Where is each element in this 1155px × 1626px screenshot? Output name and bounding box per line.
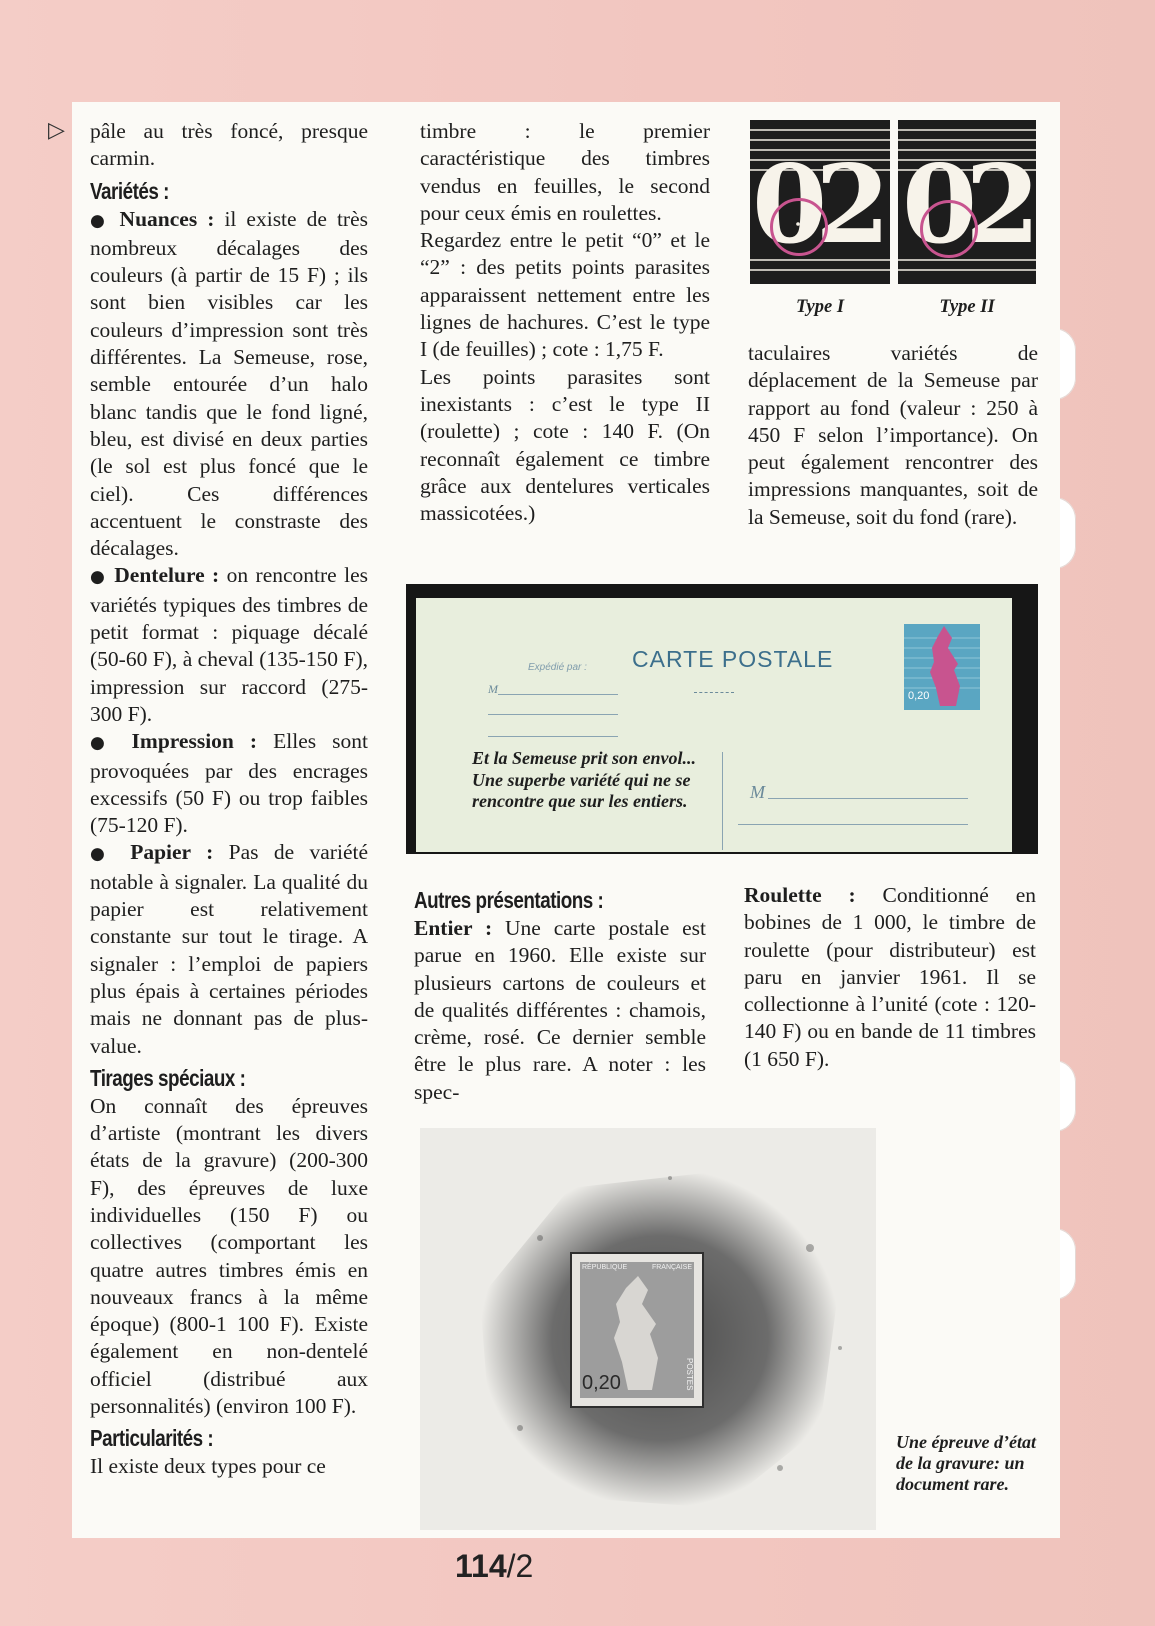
arrow-marker-icon: ▷ [48, 118, 65, 143]
paragraph-dentelure [90, 562, 368, 728]
type-1-numeral: 02 [752, 142, 879, 268]
address-line [488, 714, 618, 715]
text-dentelure: on rencontre les variétés typiques des timbres de petit format : piquage décalé (50-60 F), à cheval (135-150 F), impression sur raccord (275-300 F). [90, 563, 368, 726]
column-1 [90, 118, 368, 1481]
address-line [738, 824, 968, 825]
postcard-m-line: M [488, 682, 498, 696]
intro-text: pâle au très foncé, presque carmin. [90, 119, 368, 171]
divider-line [722, 752, 723, 850]
column-autres [414, 882, 706, 1106]
text-papier: Pas de variété notable à signaler. La qualité du papier est relativement constante sur tout le tirage. A signaler : l’emploi de papiers plus épais à certaines périodes mais ne donnant pas de plus-value. [90, 840, 369, 1058]
label-roulette: Roulette : [744, 883, 856, 907]
heading-varietes: Variétés : [90, 177, 169, 204]
paragraph-particularites: Il existe deux types pour ce [90, 1454, 326, 1479]
bullet-icon: ● [90, 567, 107, 588]
type-2-image [898, 120, 1036, 284]
proof-stamp-value: 0,20 [582, 1372, 621, 1394]
column-2 [420, 118, 710, 527]
paragraph-papier [90, 839, 368, 1059]
paragraph-impression [90, 728, 368, 839]
proof-stamp-francaise: FRANÇAISE [651, 1264, 692, 1271]
page-number-sub: /2 [506, 1548, 534, 1584]
proof-stamp [570, 1252, 704, 1408]
postcard [416, 598, 1012, 852]
proof-image [420, 1128, 876, 1530]
address-line [488, 736, 618, 737]
paragraph-type-2: Les points parasites sont inexistants : c’est le type II (roulette) ; cote : 140 F. (On reconnaît également ce timbre grâce aux dentelures verticales massicotées.) [420, 364, 710, 526]
paragraph-varietes-deplacement: taculaires variétés de déplacement de la Semeuse par rapport au fond (valeur : 250 à 450 F selon l’importance). On peut également rencontrer des impressions manquantes, soit de la Semeuse, soit du fond (rare). [748, 341, 1038, 529]
heading-particularites: Particularités : [90, 1425, 214, 1452]
bullet-icon: ● [90, 210, 110, 231]
postcard-caption: Et la Semeuse prit son envol... Une superbe variété qui ne se rencontre que sur les entiers. [472, 748, 697, 811]
proof-stamp-postes: POSTES [685, 1358, 694, 1391]
label-nuances: Nuances : [119, 206, 215, 231]
highlight-circle [920, 200, 978, 258]
label-papier: Papier : [130, 840, 214, 865]
postcard-stamp [904, 624, 980, 710]
address-line [768, 798, 968, 799]
highlight-circle [770, 198, 828, 256]
page-number [455, 1548, 533, 1585]
postcard-title: CARTE POSTALE [632, 646, 834, 672]
column-roulette [744, 882, 1036, 1073]
postcard-addr-m: M [750, 782, 765, 802]
paragraph-nuances [90, 206, 368, 563]
proof-stamp-field [580, 1262, 694, 1398]
paragraph-tirages: On connaît des épreuves d’artiste (montrant les divers états de la gravure) (200-300 F), des épreuves de luxe individuelles (150 F) ou collectives (comportant les quatre autres timbres émis en nouveaux francs à la même époque) (800-1 100 F). Existe également en non-dentelé officiel (distribué aux personnalités) (environ 100 F). [90, 1093, 368, 1419]
text-roulette: Conditionné en bobines de 1 000, le timbre de roulette (pour distributeur) est paru en janvier 1961. Il se collectionne à l’unité (cote : 120-140 F) ou en bande de 11 timbres (1 650 F). [744, 883, 1036, 1071]
paragraph-roulette [744, 882, 1036, 1073]
proof-stamp-republique: RÉPUBLIQUE [582, 1264, 628, 1271]
postcard-expedie: Expédié par : [528, 662, 587, 673]
heading-tirages: Tirages spéciaux : [90, 1064, 246, 1091]
heading-autres: Autres présentations : [414, 887, 604, 913]
page-number-main: 114 [455, 1548, 507, 1584]
label-impression: Impression : [131, 729, 258, 754]
bullet-icon: ● [90, 733, 116, 754]
bullet-icon: ● [90, 844, 115, 865]
postcard-image [406, 584, 1038, 854]
paragraph-type-1: Regardez entre le petit “0” et le “2” : des petits points parasites apparaissent nettement entre les lignes de hachures. C’est le type I (de feuilles) ; cote : 1,75 F. [420, 228, 710, 362]
address-line [498, 694, 618, 695]
text-entier: Une carte postale est parue en 1960. Elle existe sur plusieurs cartons de couleurs et de qualités différentes : chamois, crème, rosé. Ce dernier semble être le plus rare. A noter : les spec- [414, 916, 706, 1104]
type-2-caption: Type II [939, 297, 995, 317]
text-nuances: il existe de très nombreux décalages des couleurs (à partir de 15 F) ; ils sont bien visibles car les couleurs d’impression sont très différentes. La Semeuse, rose, semble entourée d’un halo blanc tandis que le fond ligné, bleu, est divisé en deux parties (le sol est plus foncé que le ciel). Ces différences accentuent le constraste des décalages. [90, 206, 368, 561]
type-2-numeral: 02 [902, 142, 1029, 268]
postcard-stamp-value: 0,20 [908, 690, 930, 702]
ornament-line [694, 692, 734, 693]
type-1-caption: Type I [795, 297, 845, 317]
column-3 [748, 340, 1038, 531]
text-impression: Elles sont provoquées par des encrages excessifs (50 F) ou trop faibles (75-120 F). [90, 729, 369, 838]
label-entier: Entier : [414, 916, 493, 940]
type-1-image [750, 120, 890, 284]
proof-caption: Une épreuve d’état de la gravure: un document rare. [896, 1432, 1036, 1494]
label-dentelure: Dentelure : [114, 563, 220, 588]
paragraph-types-intro: timbre : le premier caractéristique des timbres vendus en feuilles, le second pour ceux émis en roulettes. [420, 119, 710, 225]
paragraph-entier [414, 915, 706, 1106]
